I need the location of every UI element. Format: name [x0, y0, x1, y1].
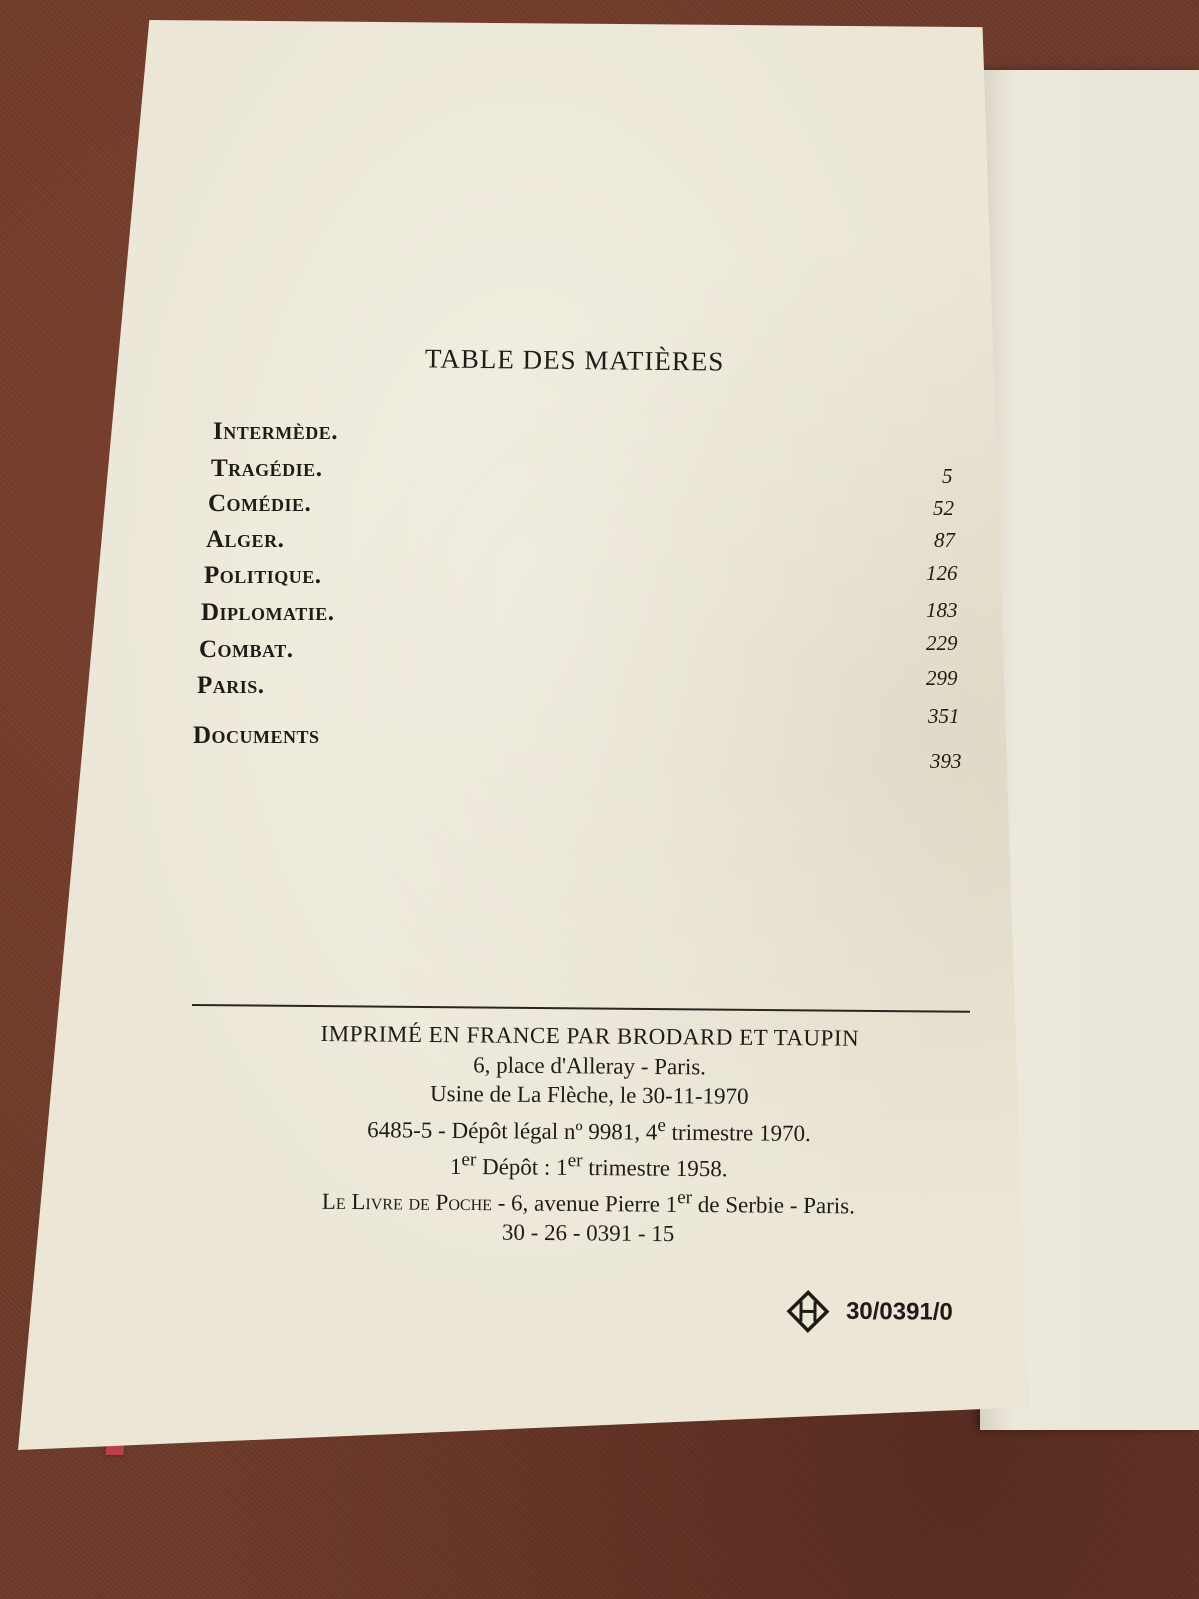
- toc-entry-label: Alger.: [206, 526, 285, 553]
- toc-entry-page: 87: [934, 528, 955, 552]
- toc-entry-page: 126: [926, 561, 958, 585]
- toc-entry-label: Paris.: [197, 672, 265, 699]
- imprint-legal-deposit: 6485-5 - Dépôt légal nº 9981, 4e trimestre 1970.: [367, 1114, 811, 1146]
- imprint-printer: IMPRIMÉ EN FRANCE PAR BRODARD ET TAUPIN: [320, 1021, 860, 1051]
- toc-title: TABLE DES MATIÈRES: [424, 343, 725, 377]
- toc-entry-page: 351: [928, 704, 960, 728]
- hachette-diamond-logo-icon: [786, 1289, 830, 1333]
- imprint-first-deposit: 1er Dépôt : 1er trimestre 1958.: [449, 1148, 728, 1181]
- toc-entry-label: Diplomatie.: [201, 599, 335, 626]
- toc-entry-label: Politique.: [204, 562, 322, 589]
- printer-imprint: [198, 1018, 980, 1251]
- toc-entry-page: 229: [926, 631, 958, 655]
- toc-entry-page: 5: [942, 464, 953, 488]
- toc-entry-label: Intermède.: [213, 418, 338, 445]
- publisher-code-text: 30/0391/0: [845, 1297, 953, 1326]
- toc-entry-label: Comédie.: [208, 490, 312, 517]
- toc-entry-page: 52: [933, 496, 954, 520]
- imprint-publisher: Le Livre de Poche - 6, avenue Pierre 1er de Serbie - Paris.: [321, 1186, 856, 1219]
- imprint-reference: 30 - 26 - 0391 - 15: [501, 1219, 675, 1247]
- toc-entry-label: Combat.: [199, 636, 294, 663]
- toc-entry-label: Tragédie.: [211, 455, 323, 482]
- toc-entry-page: 393: [930, 749, 962, 773]
- toc-entry-page: 299: [926, 666, 958, 690]
- toc-entry-label: Documents: [193, 722, 320, 749]
- imprint-factory-date: Usine de La Flèche, le 30-11-1970: [429, 1081, 749, 1109]
- publisher-code: [786, 1289, 953, 1334]
- toc-entry-page: 183: [926, 598, 958, 622]
- imprint-address: 6, place d'Alleray - Paris.: [473, 1051, 707, 1079]
- divider-rule: [192, 1004, 970, 1013]
